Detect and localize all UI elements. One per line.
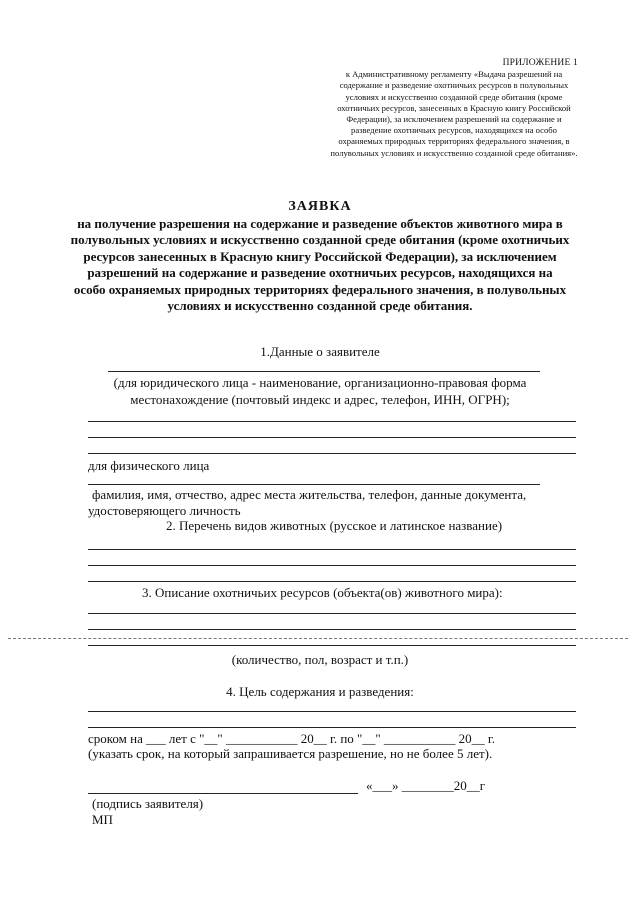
appendix-title: ПРИЛОЖЕНИЕ 1 [502,58,578,68]
signature-date[interactable]: «___» ________20__г [366,778,486,793]
section4-heading: 4. Цель содержания и разведения: [226,684,414,699]
section1-heading: 1.Данные о заявителе [260,344,380,359]
legal-entity-hint-2: местонахождение (почтовый индекс и адрес, телефон, ИНН, ОГРН); [130,392,510,407]
section3-hint: (количество, пол, возраст и т.п.) [231,652,409,667]
applicant-line[interactable] [88,437,576,438]
signature-line[interactable] [88,793,358,794]
purpose-line[interactable] [88,711,576,712]
species-line[interactable] [88,565,576,566]
applicant-line[interactable] [108,371,540,372]
term-hint: (указать срок, на который запрашивается разрешение, но не более 5 лет). [88,746,493,761]
appendix-text: к Административному регламенту «Выдача разрешений на содержание и разведение охотничьих ресурсов в полувольных условиях и искусственно созданной среде обитания (кроме охотничьих ресурсов, занесенных в Красную книгу Российской Федерации), за исключением разрешений на содержание и разведение охотничьих ресурсов, находящихся на особо охраняемых природных территориях федерального значения, в полувольных условиях и искусственно созданной среде обитания». [330,69,578,158]
signature-label: (подпись заявителя) [92,796,204,811]
title-subtitle: на получение разрешения на содержание и разведение объектов животного мира в полувольных условиях и искусственно созданной среде обитания (кроме охотничьих ресурсов занесенных в Красную книгу Российской Федерации), за исключением разрешений на содержание и разведение охотничьих ресурсов, находящихся на особо охраняемых природных территориях федерального значения, в полувольных условиях и искусственно созданной среде обитания. [70,216,570,314]
stamp-label: МП [92,812,113,827]
applicant-line[interactable] [88,484,540,485]
species-line[interactable] [88,549,576,550]
section2-heading: 2. Перечень видов животных (русское и латинское название) [166,518,503,533]
individual-hint-1: фамилия, имя, отчество, адрес места жительства, телефон, данные документа, [92,487,527,502]
term-line[interactable]: сроком на ___ лет с "__" ___________ 20__ г. по "__" ___________ 20__ г. [88,731,496,746]
description-line[interactable] [88,613,576,614]
description-line[interactable] [88,645,576,646]
species-line[interactable] [88,581,576,582]
applicant-line[interactable] [88,453,576,454]
document-title [70,198,570,314]
title-main: ЗАЯВКА [288,199,352,214]
section3-heading: 3. Описание охотничьих ресурсов (объекта(ов) животного мира): [142,585,503,600]
individual-label: для физического лица [88,458,210,473]
appendix-block [330,58,578,159]
individual-hint-2: удостоверяющего личность [88,503,241,518]
applicant-line[interactable] [88,421,576,422]
description-line[interactable] [88,629,576,630]
purpose-line[interactable] [88,727,576,728]
legal-entity-hint-1: (для юридического лица - наименование, организационно-правовая форма [113,375,527,390]
scan-artifact-line [8,638,628,639]
